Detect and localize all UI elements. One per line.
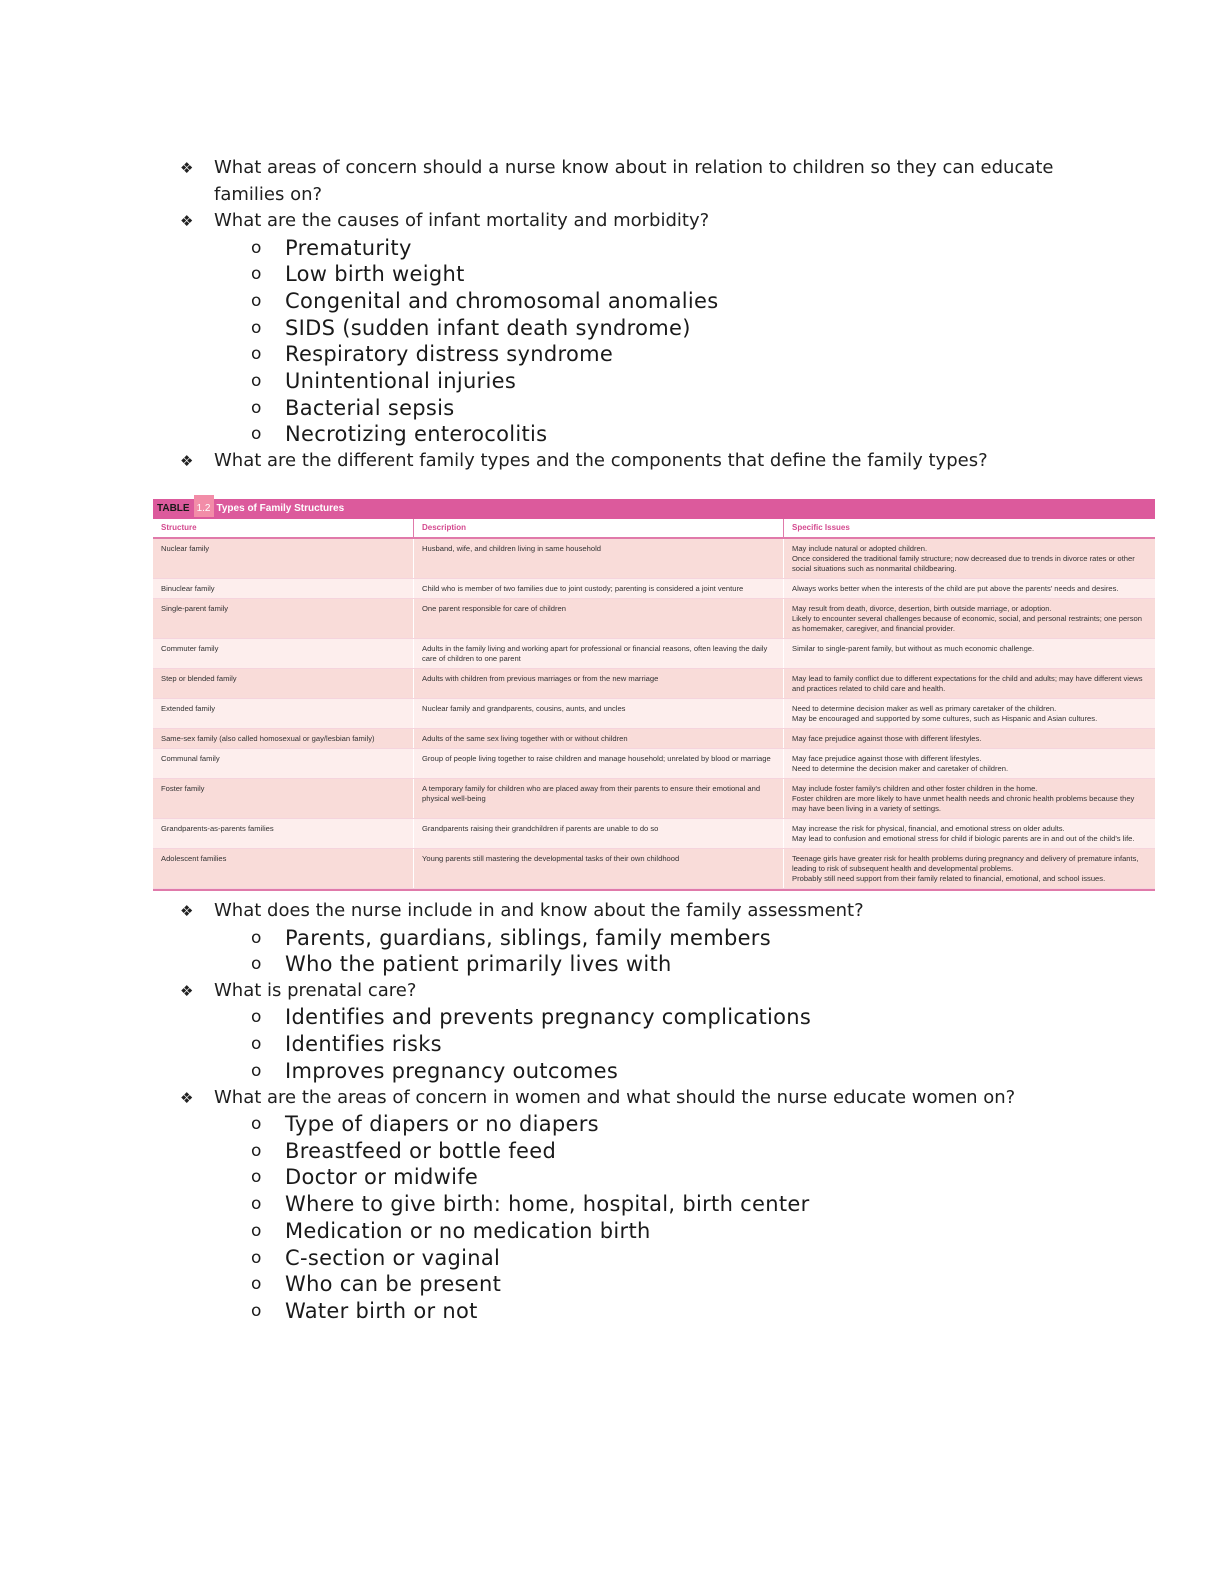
issue-line: May face prejudice against those with different lifestyles. bbox=[792, 734, 982, 743]
answer-item bbox=[180, 341, 1080, 368]
issues-cell bbox=[783, 849, 1155, 888]
diamond-bullet-icon: ❖ bbox=[180, 902, 194, 920]
circle-bullet-icon: o bbox=[251, 1274, 262, 1295]
description-cell: Young parents still mastering the developmental tasks of their own childhood bbox=[413, 849, 783, 888]
column-header: Description bbox=[413, 519, 783, 537]
description-cell: Husband, wife, and children living in same household bbox=[413, 539, 783, 578]
answer-item bbox=[180, 1138, 1080, 1165]
structure-cell: Nuclear family bbox=[161, 544, 210, 553]
question-text: What are the causes of infant mortality and morbidity? bbox=[214, 210, 710, 231]
description-cell: Child who is member of two families due to joint custody; parenting is considered a joint venture bbox=[413, 579, 783, 598]
circle-bullet-icon: o bbox=[251, 1194, 262, 1215]
circle-bullet-icon: o bbox=[251, 290, 262, 311]
issues-cell bbox=[783, 779, 1155, 818]
circle-bullet-icon: o bbox=[251, 1167, 262, 1188]
circle-bullet-icon: o bbox=[251, 927, 262, 948]
table-row bbox=[153, 579, 1155, 599]
table-body bbox=[153, 539, 1155, 889]
table-title: Types of Family Structures bbox=[216, 503, 345, 514]
answer-text: Prematurity bbox=[285, 235, 412, 260]
question-text: What are the different family types and the components that define the family types? bbox=[214, 450, 988, 472]
question-text: What is prenatal care? bbox=[214, 979, 417, 1001]
question-item bbox=[180, 898, 1080, 925]
answer-text: Congenital and chromosomal anomalies bbox=[285, 288, 719, 313]
diamond-bullet-icon: ❖ bbox=[180, 1088, 194, 1107]
structure-cell: Commuter family bbox=[161, 644, 219, 653]
answer-text: Identifies risks bbox=[285, 1032, 442, 1057]
circle-bullet-icon: o bbox=[251, 1300, 262, 1321]
issues-cell bbox=[783, 639, 1155, 668]
circle-bullet-icon: o bbox=[251, 1114, 262, 1135]
answer-item bbox=[180, 315, 1080, 342]
question-text: What are the areas of concern in women and what should the nurse educate women on? bbox=[214, 1086, 1016, 1108]
issue-line: Teenage girls have greater risk for health problems during pregnancy and delivery of premature infants, leading to risk of subsequent health and developmental problems. bbox=[792, 854, 1139, 873]
table-row bbox=[153, 729, 1155, 749]
answer-item bbox=[180, 1058, 1080, 1085]
question-item bbox=[180, 448, 1080, 475]
issue-line: Need to determine decision maker as well as primary caretaker of the children. bbox=[792, 704, 1057, 713]
answer-text: Bacterial sepsis bbox=[285, 395, 455, 420]
issue-line: May increase the risk for physical, financial, and emotional stress on older adults. bbox=[792, 824, 1065, 833]
table-row bbox=[153, 639, 1155, 669]
issue-line: May lead to confusion and emotional stress for child if biologic parents are in and out of the child's life. bbox=[792, 834, 1135, 843]
circle-bullet-icon: o bbox=[251, 237, 262, 258]
description-cell: A temporary family for children who are placed away from their parents to ensure their emotional and physical well-being bbox=[413, 779, 783, 818]
table-header-row bbox=[153, 519, 1155, 539]
question-section-2 bbox=[180, 898, 1080, 1325]
description-cell: One parent responsible for care of children bbox=[413, 599, 783, 638]
issue-line: Likely to encounter several challenges because of economic, social, and personal restraints; one person as homemaker, caregiver, and financial provider. bbox=[792, 614, 1142, 633]
answer-item bbox=[180, 1298, 1080, 1325]
issue-line: May lead to family conflict due to different expectations for the child and adults; may have different views and practices related to child care and health. bbox=[792, 674, 1143, 693]
answer-list bbox=[180, 235, 1080, 449]
circle-bullet-icon: o bbox=[251, 264, 262, 285]
structure-cell: Binuclear family bbox=[161, 584, 215, 593]
answer-text: Low birth weight bbox=[285, 262, 465, 287]
issues-cell bbox=[783, 729, 1155, 748]
answer-item bbox=[180, 1245, 1080, 1272]
answer-item bbox=[180, 1004, 1080, 1031]
table-row bbox=[153, 599, 1155, 639]
answer-text: Type of diapers or no diapers bbox=[285, 1112, 599, 1137]
issues-cell bbox=[783, 699, 1155, 728]
diamond-bullet-icon: ❖ bbox=[180, 212, 194, 230]
answer-text: C-section or vaginal bbox=[285, 1245, 501, 1270]
answer-list bbox=[180, 925, 1080, 978]
table-title-bar bbox=[153, 499, 1155, 519]
question-item bbox=[180, 978, 1080, 1005]
answer-item bbox=[180, 261, 1080, 288]
issue-line: May result from death, divorce, desertion, birth outside marriage, or adoption. bbox=[792, 604, 1052, 613]
circle-bullet-icon: o bbox=[251, 1034, 262, 1055]
question-text: What areas of concern should a nurse know about in relation to children so they can educate families on? bbox=[214, 157, 1054, 205]
answer-list bbox=[180, 1111, 1080, 1325]
answer-item bbox=[180, 1271, 1080, 1298]
answer-item bbox=[180, 288, 1080, 315]
structure-cell: Grandparents-as-parents families bbox=[161, 824, 274, 833]
answer-text: Parents, guardians, siblings, family members bbox=[285, 925, 771, 950]
answer-item bbox=[180, 1218, 1080, 1245]
table-number: 1.2 bbox=[194, 495, 214, 517]
column-header: Structure bbox=[161, 523, 197, 532]
circle-bullet-icon: o bbox=[251, 397, 262, 418]
issues-cell bbox=[783, 539, 1155, 578]
structure-cell: Foster family bbox=[161, 784, 205, 793]
issue-line: Foster children are more likely to have unmet health needs and chronic health problems because they may have been living in a variety of settings. bbox=[792, 794, 1135, 813]
circle-bullet-icon: o bbox=[251, 317, 262, 338]
circle-bullet-icon: o bbox=[251, 1140, 262, 1161]
structure-cell: Communal family bbox=[161, 754, 220, 763]
circle-bullet-icon: o bbox=[251, 1007, 262, 1028]
structure-cell: Extended family bbox=[161, 704, 216, 713]
answer-list bbox=[180, 1004, 1080, 1084]
table-row bbox=[153, 779, 1155, 819]
answer-text: Who the patient primarily lives with bbox=[285, 952, 672, 977]
issue-line: Always works better when the interests of the child are put above the parents' needs and desires. bbox=[792, 584, 1119, 593]
issues-cell bbox=[783, 819, 1155, 848]
issues-cell bbox=[783, 749, 1155, 778]
answer-item bbox=[180, 395, 1080, 422]
structure-cell: Same-sex family (also called homosexual or gay/lesbian family) bbox=[161, 734, 375, 743]
answer-text: Identifies and prevents pregnancy complications bbox=[285, 1005, 812, 1030]
table-row bbox=[153, 669, 1155, 699]
column-header: Specific Issues bbox=[783, 519, 1155, 537]
answer-text: Where to give birth: home, hospital, birth center bbox=[285, 1192, 810, 1217]
answer-item bbox=[180, 235, 1080, 262]
circle-bullet-icon: o bbox=[251, 1247, 262, 1268]
diamond-bullet-icon: ❖ bbox=[180, 159, 194, 177]
family-structures-table bbox=[153, 499, 1155, 891]
answer-item bbox=[180, 925, 1080, 952]
issue-line: May include foster family's children and other foster children in the home. bbox=[792, 784, 1038, 793]
question-item bbox=[180, 1085, 1080, 1112]
issue-line: Probably still need support from their family related to financial, emotional, and school issues. bbox=[792, 874, 1106, 883]
description-cell: Group of people living together to raise children and manage household; unrelated by blood or marriage bbox=[413, 749, 783, 778]
table-row bbox=[153, 849, 1155, 889]
table-row bbox=[153, 819, 1155, 849]
answer-item bbox=[180, 1191, 1080, 1218]
issues-cell bbox=[783, 669, 1155, 698]
table-label: TABLE bbox=[157, 503, 190, 514]
table-row bbox=[153, 699, 1155, 729]
circle-bullet-icon: o bbox=[251, 954, 262, 975]
circle-bullet-icon: o bbox=[251, 371, 262, 392]
answer-text: Respiratory distress syndrome bbox=[285, 342, 614, 367]
table-bottom-rule bbox=[153, 889, 1155, 891]
issue-line: Need to determine the decision maker and caretaker of children. bbox=[792, 764, 1009, 773]
description-cell: Nuclear family and grandparents, cousins, aunts, and uncles bbox=[413, 699, 783, 728]
diamond-bullet-icon: ❖ bbox=[180, 981, 194, 1000]
structure-cell: Step or blended family bbox=[161, 674, 237, 683]
description-cell: Adults with children from previous marriages or from the new marriage bbox=[413, 669, 783, 698]
answer-text: Breastfeed or bottle feed bbox=[285, 1138, 557, 1163]
circle-bullet-icon: o bbox=[251, 424, 262, 445]
structure-cell: Adolescent families bbox=[161, 854, 227, 863]
description-cell: Adults in the family living and working apart for professional or financial reasons, often leaving the daily care of children to one parent bbox=[413, 639, 783, 668]
answer-item bbox=[180, 951, 1080, 978]
issue-line: May include natural or adopted children. bbox=[792, 544, 928, 553]
answer-text: Doctor or midwife bbox=[285, 1165, 479, 1190]
answer-text: SIDS (sudden infant death syndrome) bbox=[285, 315, 691, 340]
answer-item bbox=[180, 1111, 1080, 1138]
diamond-bullet-icon: ❖ bbox=[180, 452, 194, 471]
answer-item bbox=[180, 421, 1080, 448]
answer-text: Improves pregnancy outcomes bbox=[285, 1058, 619, 1083]
question-item bbox=[180, 208, 1080, 235]
issue-line: Similar to single-parent family, but without as much economic challenge. bbox=[792, 644, 1035, 653]
issues-cell bbox=[783, 579, 1155, 598]
description-cell: Adults of the same sex living together with or without children bbox=[413, 729, 783, 748]
question-section-1 bbox=[180, 155, 1080, 475]
table-row bbox=[153, 539, 1155, 579]
question-item bbox=[180, 155, 1080, 208]
answer-item bbox=[180, 1164, 1080, 1191]
issue-line: Once considered the traditional family structure; now decreased due to trends in divorce rates or other social situations such as nonmarital childbearing. bbox=[792, 554, 1135, 573]
answer-item bbox=[180, 368, 1080, 395]
issues-cell bbox=[783, 599, 1155, 638]
answer-text: Necrotizing enterocolitis bbox=[285, 422, 548, 447]
table-row bbox=[153, 749, 1155, 779]
question-text: What does the nurse include in and know about the family assessment? bbox=[214, 900, 864, 921]
answer-text: Who can be present bbox=[285, 1272, 502, 1297]
circle-bullet-icon: o bbox=[251, 1060, 262, 1081]
issue-line: May be encouraged and supported by some cultures, such as Hispanic and Asian cultures. bbox=[792, 714, 1098, 723]
answer-text: Unintentional injuries bbox=[285, 369, 517, 394]
circle-bullet-icon: o bbox=[251, 1220, 262, 1241]
structure-cell: Single-parent family bbox=[161, 604, 229, 613]
description-cell: Grandparents raising their grandchildren if parents are unable to do so bbox=[413, 819, 783, 848]
answer-text: Medication or no medication birth bbox=[285, 1218, 651, 1243]
issue-line: May face prejudice against those with different lifestyles. bbox=[792, 754, 982, 763]
answer-item bbox=[180, 1031, 1080, 1058]
circle-bullet-icon: o bbox=[251, 344, 262, 365]
answer-text: Water birth or not bbox=[285, 1298, 478, 1323]
